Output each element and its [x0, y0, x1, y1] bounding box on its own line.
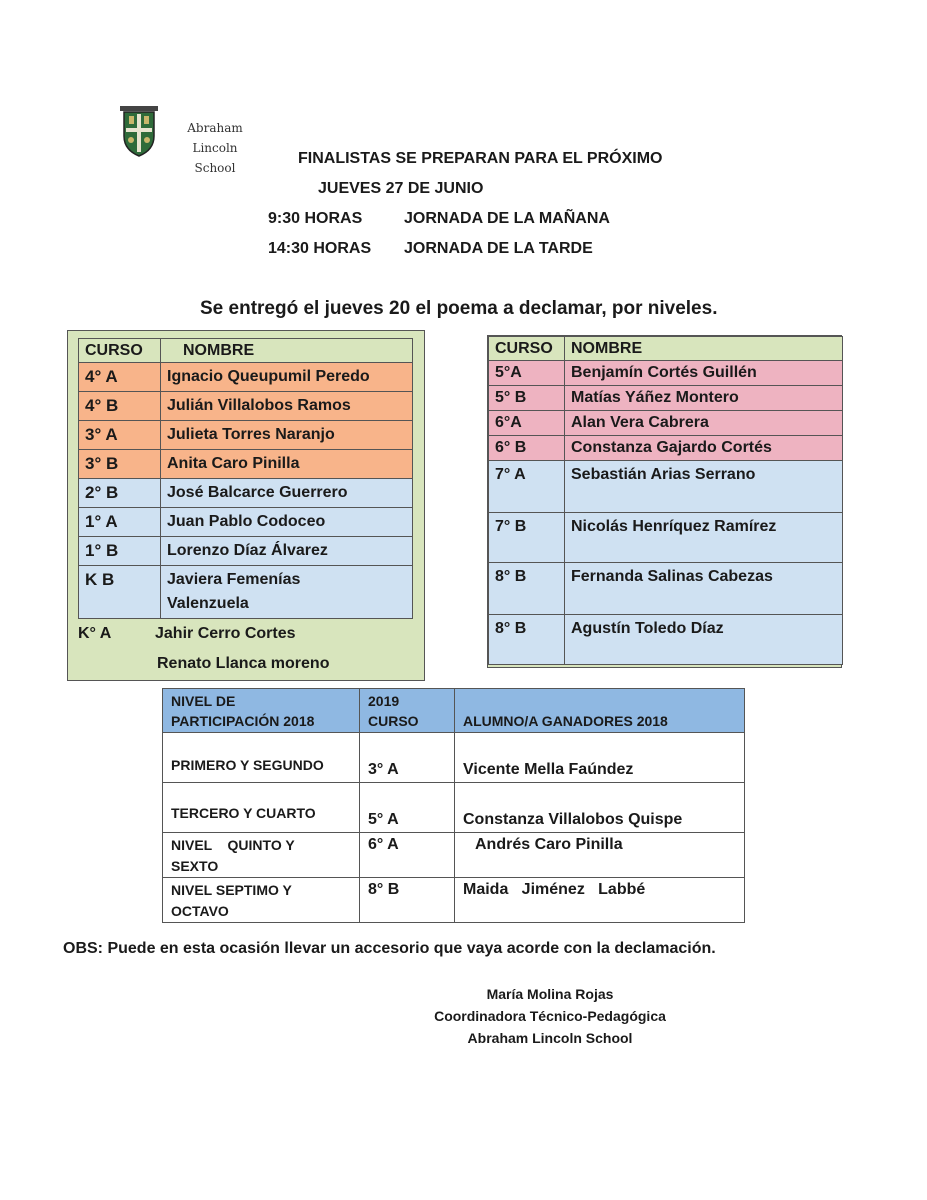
course-cell: 7° A: [489, 461, 565, 513]
name-cell: Benjamín Cortés Guillén: [565, 361, 843, 386]
student-value: Andrés Caro Pinilla: [475, 836, 623, 853]
level-cell: [163, 878, 360, 923]
level-cell: PRIMERO Y SEGUNDO: [163, 733, 360, 783]
student-cell: [455, 783, 745, 833]
header-line1: FINALISTAS SE PREPARAN PARA EL PRÓXIMO: [298, 150, 663, 167]
table-row: [79, 508, 413, 537]
signature-school: Abraham Lincoln School: [467, 1030, 633, 1046]
course-cell: 6°A: [489, 411, 565, 436]
table-row: [489, 563, 843, 615]
course-cell: K B: [79, 566, 161, 619]
table-header-row: [163, 689, 745, 733]
right-finalists-table: [488, 336, 843, 665]
level-line: NIVEL QUINTO Y: [171, 837, 295, 853]
course-cell: 1° A: [79, 508, 161, 537]
level-cell: TERCERO Y CUARTO: [163, 783, 360, 833]
course-cell: 7° B: [489, 513, 565, 563]
logo-text: [165, 118, 265, 178]
table-row: [163, 833, 745, 878]
table-row: [489, 615, 843, 665]
header-line2: JUEVES 27 DE JUNIO: [318, 180, 484, 197]
course-cell: 8° B: [489, 615, 565, 665]
student-value: Vicente Mella Faúndez: [463, 761, 634, 778]
course-cell: [360, 833, 455, 878]
table-row: [163, 878, 745, 923]
table-header-row: [489, 337, 843, 361]
header-time-morning: 9:30 HORAS: [268, 210, 363, 227]
course-value: 6° A: [368, 836, 399, 853]
table-row: [489, 411, 843, 436]
left-finalists-table: [78, 338, 413, 619]
course-cell: 8° B: [489, 563, 565, 615]
student-cell: [455, 878, 745, 923]
level-line: OCTAVO: [171, 903, 229, 919]
header-text-afternoon: JORNADA DE LA TARDE: [404, 240, 593, 257]
winners-table: [162, 688, 745, 923]
name-line: Valenzuela: [167, 595, 249, 612]
course-cell: [360, 733, 455, 783]
name-cell: Nicolás Henríquez Ramírez: [565, 513, 843, 563]
signature-name: María Molina Rojas: [486, 986, 614, 1002]
course-cell: 5° B: [489, 386, 565, 411]
logo-line2: School: [194, 161, 236, 175]
column-header-name: NOMBRE: [565, 337, 843, 361]
table-row: [489, 361, 843, 386]
column-header-level: [163, 689, 360, 733]
signature-role: Coordinadora Técnico-Pedagógica: [434, 1008, 666, 1024]
level-cell: [163, 833, 360, 878]
name-cell: Julieta Torres Naranjo: [161, 421, 413, 450]
level-line: SEXTO: [171, 858, 219, 874]
course-value: 8° B: [368, 881, 400, 898]
name-cell: Julián Villalobos Ramos: [161, 392, 413, 421]
table-row: [489, 513, 843, 563]
header-line: 2019: [368, 693, 400, 709]
name-cell: José Balcarce Guerrero: [161, 479, 413, 508]
table-row: [163, 733, 745, 783]
table-row: [79, 537, 413, 566]
name-line: Javiera Femenías: [167, 571, 301, 588]
header-line: CURSO: [368, 713, 419, 729]
table-row: [163, 783, 745, 833]
logo-line1: Abraham Lincoln: [187, 121, 243, 155]
name-cell: Agustín Toledo Díaz: [565, 615, 843, 665]
student-value: Maida Jiménez Labbé: [463, 881, 646, 898]
name-cell: Alan Vera Cabrera: [565, 411, 843, 436]
course-cell: 1° B: [79, 537, 161, 566]
name-cell: Juan Pablo Codoceo: [161, 508, 413, 537]
table-row: [79, 421, 413, 450]
table-header-row: [79, 339, 413, 363]
course-cell: 6° B: [489, 436, 565, 461]
table-row: [79, 566, 413, 619]
extra-course: K° A: [78, 625, 112, 642]
table-row: [79, 392, 413, 421]
school-logo: [120, 106, 260, 175]
table-row: [489, 436, 843, 461]
header-time-afternoon: 14:30 HORAS: [268, 240, 372, 257]
name-cell: Ignacio Queupumil Peredo: [161, 363, 413, 392]
course-cell: [360, 878, 455, 923]
table-row: [79, 363, 413, 392]
level-line: NIVEL SEPTIMO Y: [171, 882, 292, 898]
course-cell: 2° B: [79, 479, 161, 508]
column-header-student: ALUMNO/A GANADORES 2018: [455, 689, 745, 733]
table-row: [489, 461, 843, 513]
student-cell: [455, 833, 745, 878]
name-cell: Anita Caro Pinilla: [161, 450, 413, 479]
name-cell: Matías Yáñez Montero: [565, 386, 843, 411]
column-header-course: [360, 689, 455, 733]
crest-icon: [120, 106, 158, 158]
name-cell: Lorenzo Díaz Álvarez: [161, 537, 413, 566]
header-line: PARTICIPACIÓN 2018: [171, 713, 315, 729]
course-cell: 4° A: [79, 363, 161, 392]
extra-name: Jahir Cerro Cortes: [155, 625, 296, 642]
header-line: NIVEL DE: [171, 693, 236, 709]
course-cell: 5°A: [489, 361, 565, 386]
course-cell: 3° A: [79, 421, 161, 450]
name-cell: Fernanda Salinas Cabezas: [565, 563, 843, 615]
name-cell: Constanza Gajardo Cortés: [565, 436, 843, 461]
observation-note: OBS: Puede en esta ocasión llevar un accesorio que vaya acorde con la declamación.: [63, 940, 716, 957]
student-cell: [455, 733, 745, 783]
course-value: 5° A: [368, 811, 399, 828]
column-header-course: CURSO: [79, 339, 161, 363]
subtitle: Se entregó el jueves 20 el poema a declamar, por niveles.: [200, 298, 718, 319]
table-row: [79, 479, 413, 508]
course-cell: [360, 783, 455, 833]
extra-name: Renato Llanca moreno: [157, 655, 330, 672]
student-value: Constanza Villalobos Quispe: [463, 811, 683, 828]
table-row: [489, 386, 843, 411]
course-cell: 3° B: [79, 450, 161, 479]
name-cell: [161, 566, 413, 619]
course-cell: 4° B: [79, 392, 161, 421]
column-header-course: CURSO: [489, 337, 565, 361]
header-text-morning: JORNADA DE LA MAÑANA: [404, 210, 610, 227]
column-header-name: NOMBRE: [161, 339, 413, 363]
course-value: 3° A: [368, 761, 399, 778]
name-cell: Sebastián Arias Serrano: [565, 461, 843, 513]
table-row: [79, 450, 413, 479]
